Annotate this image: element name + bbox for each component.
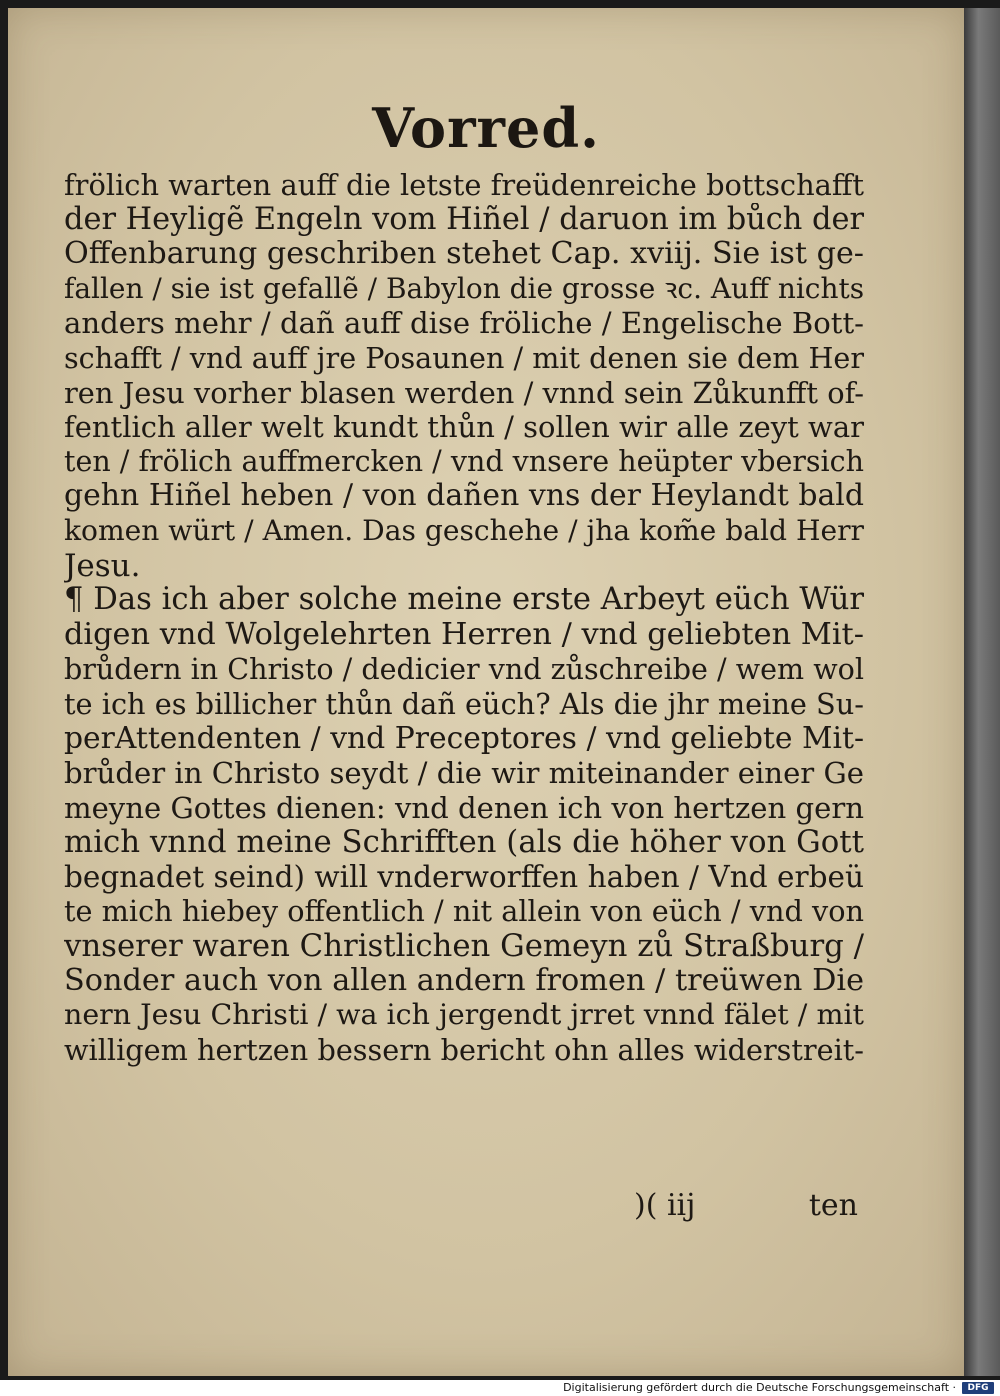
text-line: Sonder auch von allen andern fromen / treüwen Die xyxy=(64,963,864,998)
dfg-logo: DFG xyxy=(962,1382,994,1394)
text-line: fallen / sie ist gefallẽ / Babylon die grosse ꝛc. Auff nichts xyxy=(64,271,864,305)
catchword: ten xyxy=(808,1188,858,1223)
funding-credit: Digitalisierung gefördert durch die Deutsche Forschungsgemeinschaft · xyxy=(563,1381,956,1394)
text-line: Jesu. xyxy=(64,548,141,584)
page-heading: Vorred. xyxy=(372,96,600,160)
text-line: mich vnnd meine Schrifften (als die höher von Gott xyxy=(64,825,864,860)
text-line: nern Jesu Christi / wa ich jergendt jrret vnnd fälet / mit xyxy=(64,998,864,1032)
paragraph-start-line: ¶ Das ich aber solche meine erste Arbeyt eüch Wür xyxy=(64,583,864,618)
text-line: perAttendenten / vnd Preceptores / vnd geliebte Mit- xyxy=(64,721,864,756)
text-line: gehn Hiñel heben / von dañen vns der Heylandt bald xyxy=(64,479,864,514)
text-line: ten / frölich auffmercken / vnd vnsere heüpter vbersich xyxy=(64,444,864,478)
text-line: te mich hiebey offentlich / nit allein von eüch / vnd von xyxy=(64,894,864,929)
text-line: brůdern in Christo / dedicier vnd zůschreibe / wem wol xyxy=(64,652,864,687)
text-line: ren Jesu vorher blasen werden / vnnd sein Zůkunfft of- xyxy=(64,375,864,410)
body-text xyxy=(64,168,864,1067)
text-line: Offenbarung geschriben stehet Cap. xviij. Sie ist ge- xyxy=(64,237,864,272)
text-line: begnadet seind) will vnderworffen haben / Vnd erbeü xyxy=(64,859,864,894)
text-line: fentlich aller welt kundt thůn / sollen wir alle zeyt war xyxy=(64,410,864,445)
text-line: komen würt / Amen. Das geschehe / jha kom̃e bald Herr xyxy=(64,513,864,547)
text-line: willigem hertzen bessern bericht ohn alles widerstreit- xyxy=(64,1032,864,1067)
book-page xyxy=(8,8,964,1376)
text-line: te ich es billicher thůn dañ eüch? Als die jhr meine Su- xyxy=(64,686,864,721)
text-line: vnserer waren Christlichen Gemeyn zů Straßburg / xyxy=(64,929,864,964)
text-line: brůder in Christo seydt / die wir miteinander einer Ge xyxy=(64,756,864,791)
text-line: schafft / vnd auff jre Posaunen / mit denen sie dem Her xyxy=(64,340,864,375)
text-line: anders mehr / dañ auff dise fröliche / Engelische Bott- xyxy=(64,306,864,341)
signature-mark: )( iij xyxy=(634,1188,696,1223)
book-edge xyxy=(964,8,1000,1376)
text-line: digen vnd Wolgelehrten Herren / vnd geliebten Mit- xyxy=(64,617,864,652)
text-line: der Heyligẽ Engeln vom Hiñel / daruon im bůch der xyxy=(64,202,864,237)
page-footer-row xyxy=(608,1188,868,1228)
text-line: meyne Gottes dienen: vnd denen ich von hertzen gern xyxy=(64,790,864,825)
text-line: frölich warten auff die letste freüdenreiche bottschafft xyxy=(64,168,864,202)
